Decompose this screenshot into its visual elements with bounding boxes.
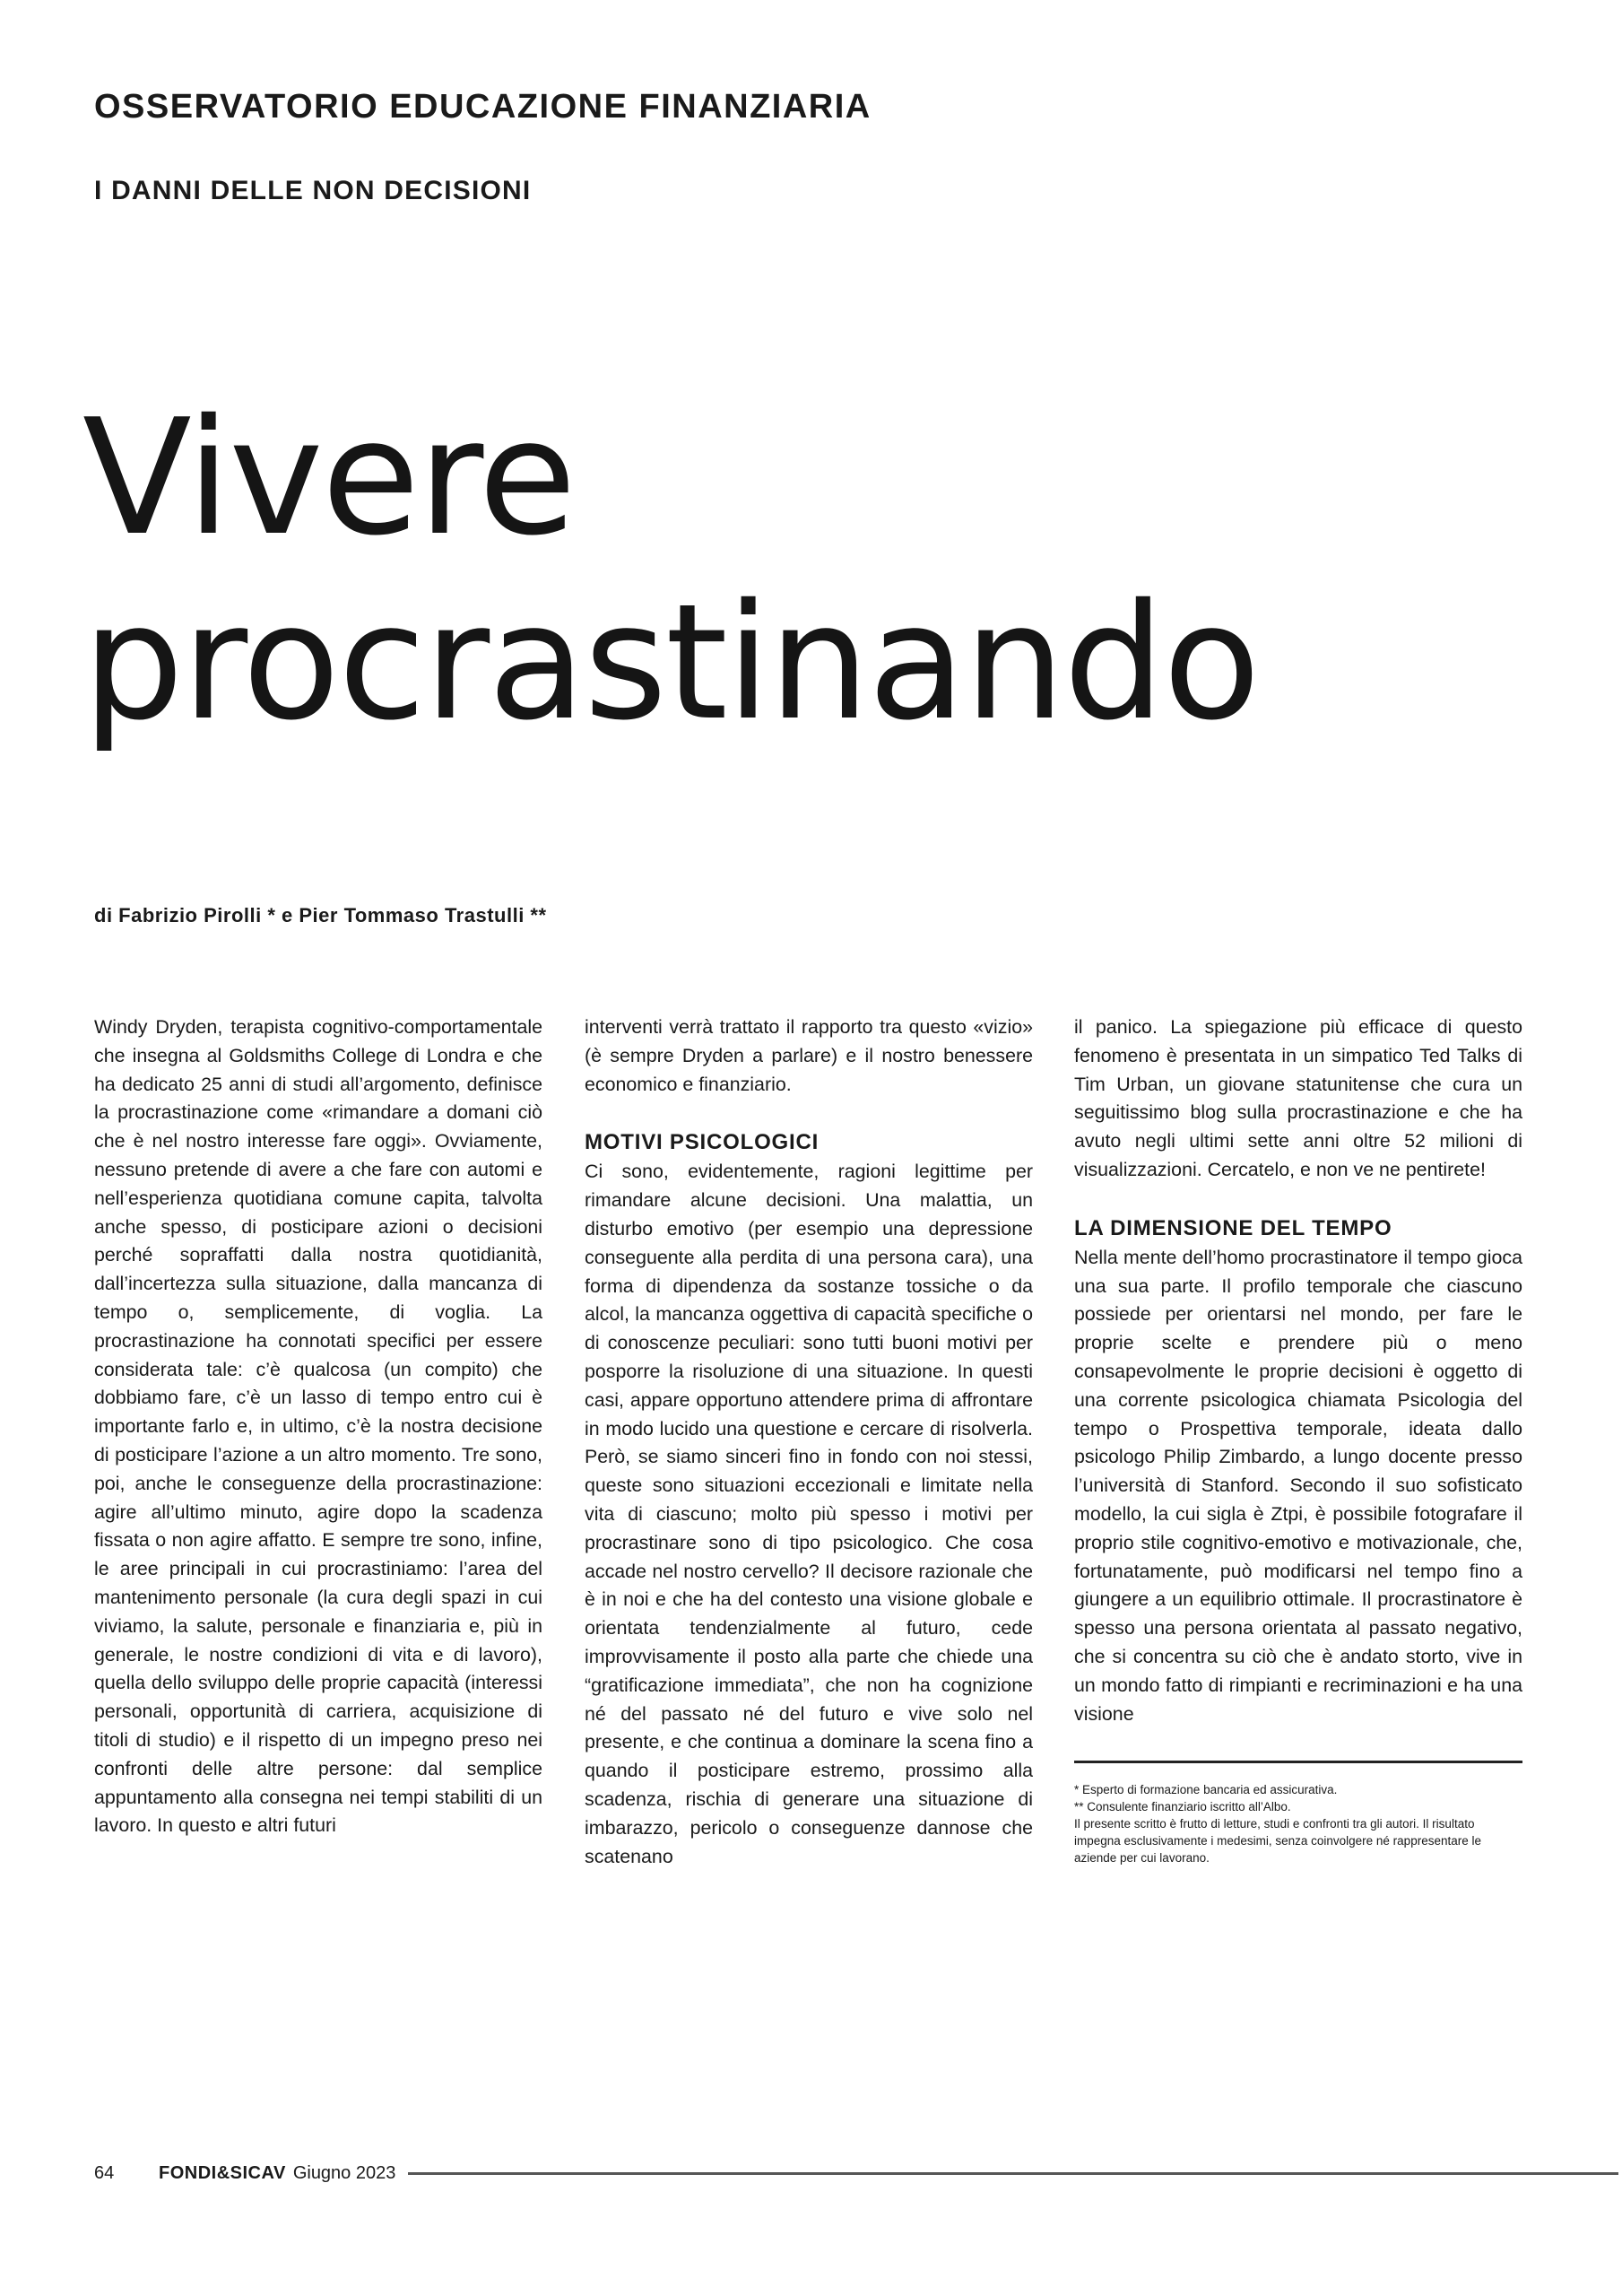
article-kicker: I DANNI DELLE NON DECISIONI [94, 176, 532, 205]
magazine-name: FONDI&SICAV [159, 2163, 286, 2183]
subheading-motivi-psicologici: MOTIVI PSICOLOGICI [585, 1130, 820, 1155]
article-column-3 [1074, 1013, 1522, 1866]
body-paragraph: il panico. La spiegazione più efficace di questo fenomeno è presentata in un simpatico Ted Talks di Tim Urban, un giovane statunitense che cura un seguitissimo blog sulla procrastinazione e che ha avuto negli ultimi sette anni oltre 52 milioni di visualizzazioni. Cercatelo, e non ve ne pentirete! [1074, 1016, 1522, 1180]
article-column-2 [585, 1013, 1033, 1871]
page-number: 64 [94, 2163, 115, 2183]
subheading-dimensione-tempo: LA DIMENSIONE DEL TEMPO [1074, 1215, 1392, 1240]
footnote-divider [1074, 1761, 1522, 1763]
article-column-1 [94, 1013, 542, 1840]
footnote-1: * Esperto di formazione bancaria ed assicurativa. [1074, 1783, 1338, 1797]
body-paragraph: Ci sono, evidentemente, ragioni legittime per rimandare alcune decisioni. Una malattia, un disturbo emotivo (per esempio una depressione conseguente alla perdita di una persona cara), una forma di dipendenza da sostanze tossiche o da alcol, la mancanza oggettiva di capacità specifiche o di conoscenze peculiari: sono tutti buoni motivi per posporre la risoluzione di una situazione. In questi casi, appare opportuno attendere prima di affrontare in modo lucido una questione e cercare di risolverla. Però, se siamo sinceri fino in fondo con noi stessi, queste sono situazioni eccezionali e limitate nella vita di ciascuno; molto più spesso i motivi per procrastinare sono di tipo psicologico. Che cosa accade nel nostro cervello? Il decisore razionale che è in noi e che ha del contesto una visione globale e orientata tendenzialmente al futuro, cede improvvisamente il posto alla parte che chiede una “gratificazione immediata”, che non ha cognizione né del passato né del futuro e vive solo nel presente, e che continua a dominare la scena fino a quando il posticipare estremo, prossimo alla scadenza, rischia di generare una situazione di imbarazzo, pericolo o conseguenze dannose che scatenano [585, 1161, 1033, 1867]
page-footer [94, 2163, 1618, 2184]
footnotes [1074, 1781, 1522, 1866]
body-paragraph: interventi verrà trattato il rapporto tra questo «vizio» (è sempre Dryden a parlare) e il nostro benessere economico e finanziario. [585, 1016, 1033, 1095]
body-paragraph: Nella mente dell’homo procrastinatore il tempo gioca una sua parte. Il profilo temporale che ciascuno possiede per orientarsi nel mondo, per fare le proprie scelte e prendere più o meno consapevolmente le proprie decisioni è oggetto di una corrente psicologica chiamata Psicologia del tempo o Prospettiva temporale, ideata dallo psicologo Philip Zimbardo, a lungo docente presso l’università di Stanford. Secondo il suo sofisticato modello, la cui sigla è Ztpi, è possibile fotografare il proprio stile cognitivo-emotivo e motivazionale, che, fortunatamente, può modificarsi nel tempo fino a giungere a un equilibrio ottimale. Il procrastinatore è spesso una persona orientata al passato negativo, che si concentra su ciò che è andato storto, vive in un mondo fatto di rimpianti e recriminazioni e ha una visione [1074, 1246, 1522, 1725]
footnote-2: ** Consulente finanziario iscritto all’Albo. [1074, 1800, 1291, 1814]
byline: di Fabrizio Pirolli * e Pier Tommaso Trastulli ** [94, 904, 547, 926]
headline-line-2: procrastinando [82, 570, 1259, 755]
footer-rule [408, 2172, 1618, 2175]
issue-date: Giugno 2023 [292, 2163, 396, 2183]
body-paragraph: Windy Dryden, terapista cognitivo-comportamentale che insegna al Goldsmiths College di Londra e che ha dedicato 25 anni di studi all’argomento, definisce la procrastinazione come «rimandare a domani ciò che è nel nostro interesse fare oggi». Ovviamente, nessuno pretende di avere a che fare con automi e nell’esperienza quotidiana comune capita, talvolta anche spesso, di posticipare azioni o decisioni perché sopraffatti dalla nostra quotidianità, dall’incertezza sulla situazione, dalla mancanza di tempo o, semplicemente, di voglia. La procrastinazione ha connotati specifici per essere considerata tale: c’è qualcosa (un compito) che dobbiamo fare, c’è un lasso di tempo entro cui è importante farlo e, in ultimo, c’è la nostra decisione di posticipare l’azione a un altro momento. Tre sono, poi, anche le conseguenze della procrastinazione: agire all’ultimo minuto, agire dopo la scadenza fissata o non agire affatto. E sempre tre sono, infine, le aree principali in cui procrastiniamo: l’area del mantenimento personale (la cura degli spazi in cui viviamo, la salute, personale e finanziaria e, più in generale, le nostre condizioni di vita e di lavoro), quella dello sviluppo delle proprie capacità (interessi personali, opportunità di carriera, acquisizione di titoli di studio) e il rispetto di un impegno preso nei confronti delle altre persone: dal semplice appuntamento alla consegna nei tempi stabiliti di un lavoro. In questo e altri futuri [94, 1016, 542, 1837]
footnote-disclaimer: Il presente scritto è frutto di letture, studi e confronti tra gli autori. Il risultato impegna esclusivamente i medesimi, senza coinvolgere né rappresentare le aziende per cui lavorano. [1074, 1817, 1481, 1866]
article-headline [82, 386, 1259, 755]
headline-line-1: Vivere [82, 385, 575, 570]
section-title: OSSERVATORIO EDUCAZIONE FINANZIARIA [94, 88, 872, 126]
